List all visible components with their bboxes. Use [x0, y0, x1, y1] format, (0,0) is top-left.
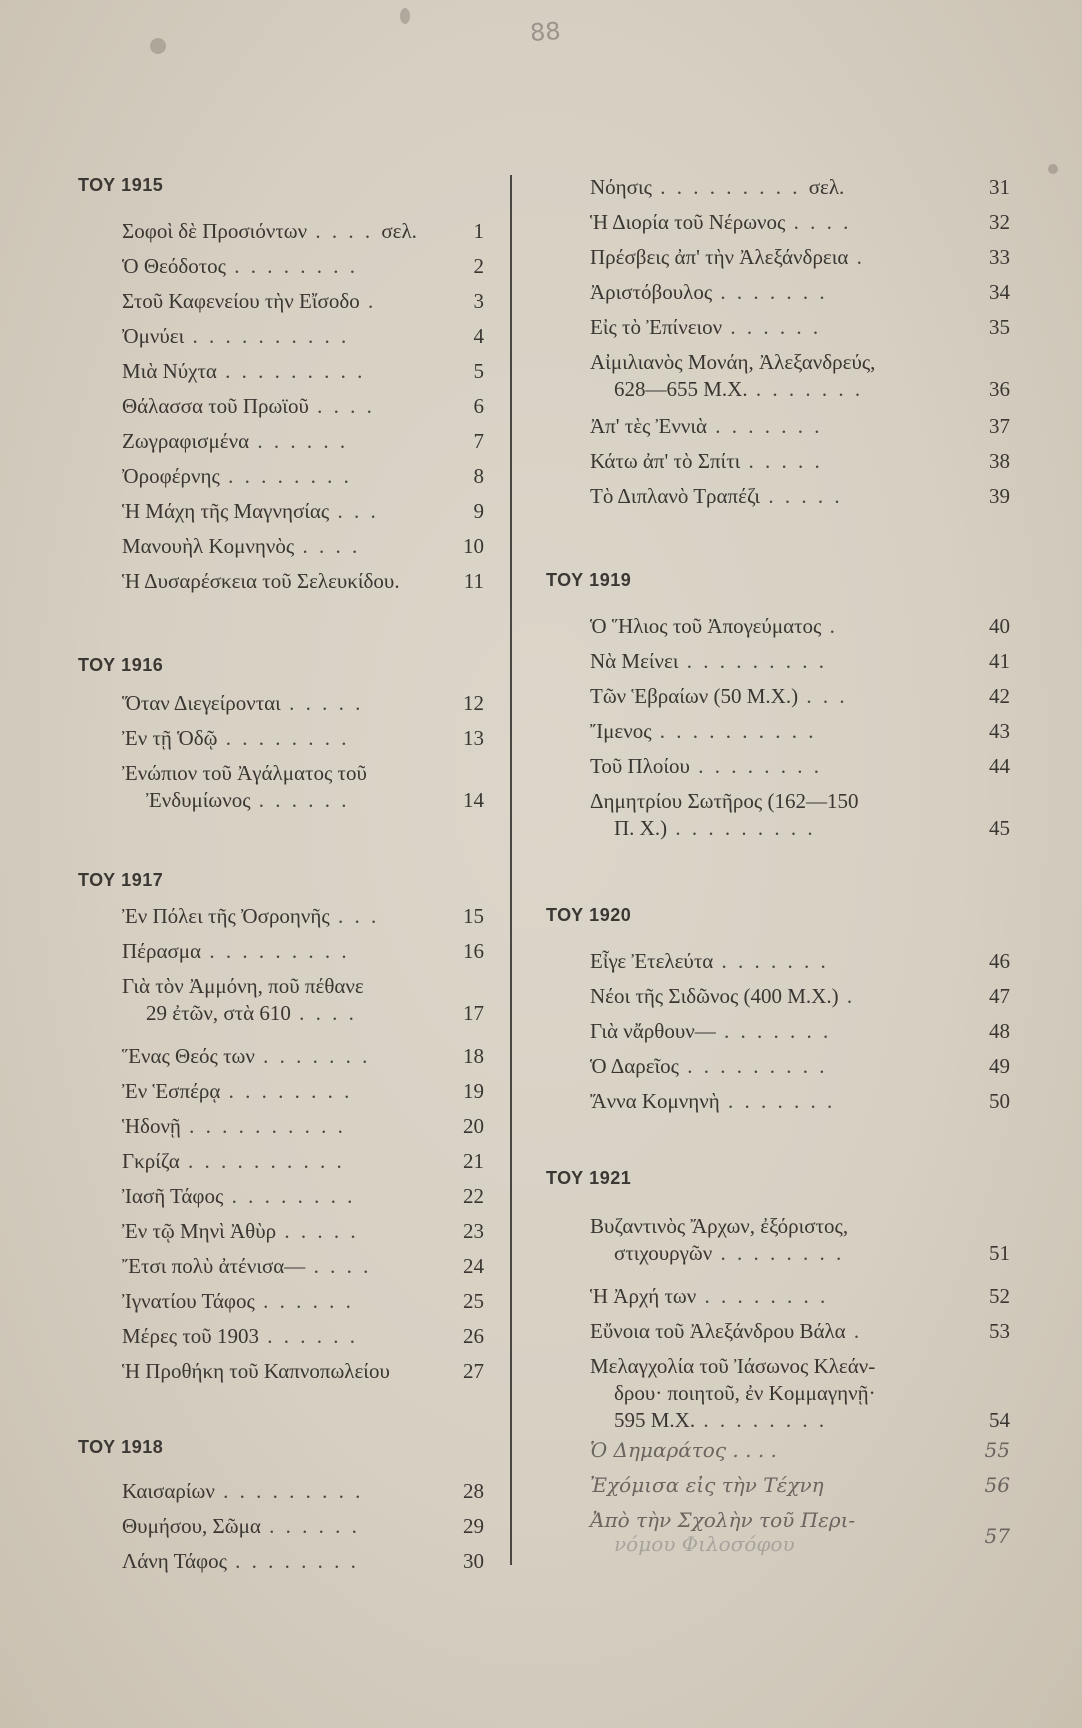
leader-dots: . . . . . . . .	[220, 1079, 353, 1103]
poem-title: Σοφοὶ δὲ Προσιόντων	[122, 219, 308, 243]
leader-dots: . . . . . . .	[712, 280, 828, 304]
toc-entry	[122, 323, 484, 350]
leader-dots: . . . . . .	[258, 1324, 358, 1348]
page-ref: 4	[473, 324, 484, 348]
page-ref: 12	[463, 691, 484, 715]
toc-entry	[122, 533, 484, 560]
toc-entry	[590, 1088, 1010, 1115]
toc-entry	[122, 690, 484, 717]
poem-title: Ἀπ' τὲς Ἐννιὰ	[590, 414, 707, 438]
toc-entry	[122, 760, 484, 814]
toc-entry	[122, 1078, 484, 1105]
page-ref: 45	[989, 816, 1010, 840]
leader-dots: . . . . . .	[260, 1514, 360, 1538]
poem-title: Μελαγχολία τοῦ Ἰάσωνος Κλεάν-	[590, 1354, 876, 1378]
page-ref: 28	[463, 1479, 484, 1503]
leader-dots: . . . . .	[276, 1219, 359, 1243]
year-heading: ΤΟΥ 1918	[78, 1437, 164, 1457]
poem-title: Γκρίζα	[122, 1149, 180, 1173]
page-ref: 35	[989, 315, 1010, 339]
leader-dots: . . . . .	[280, 691, 364, 715]
poem-title: Ζωγραφισμένα	[122, 429, 250, 453]
page-ref: 23	[463, 1219, 484, 1243]
toc-entry	[590, 718, 1010, 745]
leader-dots: . . . . . . .	[254, 1044, 371, 1068]
toc-entry	[122, 1513, 484, 1540]
toc-entry	[590, 1353, 1010, 1434]
handwritten-entry	[590, 1508, 1010, 1556]
page-number: 88	[529, 16, 562, 48]
page-ref: 33	[989, 245, 1010, 269]
toc-entry	[590, 1283, 1010, 1310]
leader-dots: . . . . . .	[254, 1289, 354, 1313]
poem-title: Ἐνώπιον τοῦ Ἀγάλματος τοῦ	[122, 761, 367, 785]
toc-entry	[122, 903, 484, 930]
page-ref: 50	[989, 1089, 1010, 1113]
leader-dots: . . . . . . . . .	[678, 1054, 828, 1078]
leader-dots: . . . . . . . . . .	[179, 1149, 345, 1173]
page-ref: 15	[463, 904, 484, 928]
leader-dots: . . . . .	[740, 449, 823, 473]
page-ref: 48	[989, 1019, 1010, 1043]
leader-dots: . . . .	[308, 394, 375, 418]
poem-title: Τὸ Διπλανὸ Τραπέζι	[590, 484, 761, 508]
poem-title: Ἡδονῇ	[122, 1114, 181, 1138]
handwritten-entry	[590, 1438, 1010, 1462]
page-ref: 39	[989, 484, 1010, 508]
page-ref: 47	[989, 984, 1010, 1008]
leader-dots: . . . . . . . . . .	[651, 719, 817, 743]
poem-title: Ὁ Θεόδοτος	[122, 254, 226, 278]
poem-title: Αἰμιλιανὸς Μονάη, Ἀλεξανδρεύς,	[590, 350, 876, 374]
poem-title-continued: δρου· ποιητοῦ, ἐν Κομμαγηνῇ·	[614, 1381, 876, 1405]
poem-title: Γιὰ νἄρθουν—	[590, 1019, 716, 1043]
toc-entry	[590, 314, 1010, 341]
poem-title: Ἐν τῇ Ὁδῷ	[122, 726, 218, 750]
poem-title: Ὁ Δαρεῖος	[590, 1054, 679, 1078]
poem-title: Νόησις	[590, 175, 652, 199]
year-heading: ΤΟΥ 1921	[546, 1168, 632, 1188]
handwritten-title-continued: νόμου Φιλοσόφου	[614, 1532, 795, 1556]
ink-stain	[400, 8, 410, 24]
toc-entry	[122, 1253, 484, 1280]
toc-entry	[122, 1358, 484, 1385]
page-ref: 38	[989, 449, 1010, 473]
page-ref: 37	[989, 414, 1010, 438]
poem-title: Καισαρίων	[122, 1479, 215, 1503]
year-heading: ΤΟΥ 1917	[78, 870, 164, 890]
poem-title: Μιὰ Νύχτα	[122, 359, 217, 383]
poem-title: Εὔνοια τοῦ Ἀλεξάνδρου Βάλα	[590, 1319, 846, 1343]
poem-title: Εἰς τὸ Ἐπίνειον	[590, 315, 723, 339]
column-divider	[510, 175, 512, 1565]
handwritten-title: Ἀπὸ τὴν Σχολὴν τοῦ Περι-	[590, 1508, 856, 1532]
poem-title: Ἕνας Θεός των	[122, 1044, 255, 1068]
leader-dots: . . . .	[305, 1254, 372, 1278]
toc-entry	[122, 463, 484, 490]
toc-entry	[122, 1478, 484, 1505]
page-ref: 51	[989, 1241, 1010, 1265]
poem-title: Γιὰ τὸν Ἀμμόνη, ποῦ πέθανε	[122, 974, 364, 998]
poem-title: Ἐν Πόλει τῆς Ὀσροηνῆς	[122, 904, 330, 928]
page-ref: 25	[463, 1289, 484, 1313]
page-ref: 49	[989, 1054, 1010, 1078]
toc-entry	[122, 725, 484, 752]
year-heading: ΤΟΥ 1916	[78, 655, 164, 675]
leader-dots: . . . . . . . .	[219, 464, 352, 488]
toc-entry	[590, 648, 1010, 675]
poem-title: Λάνη Τάφος	[122, 1549, 227, 1573]
poem-title-continued: 29 ἐτῶν, στὰ 610 . . . .	[146, 1001, 357, 1025]
page-ref: 46	[989, 949, 1010, 973]
toc-entry	[122, 1548, 484, 1575]
poem-title: Θάλασσα τοῦ Πρωϊοῦ	[122, 394, 309, 418]
toc-entry	[122, 1148, 484, 1175]
leader-dots: . . . . . . . .	[712, 1241, 845, 1265]
page-ref: 53	[989, 1319, 1010, 1343]
toc-entry	[122, 973, 484, 1027]
leader-dots: . . . .	[785, 210, 852, 234]
toc-entry	[122, 1043, 484, 1070]
poem-title: Εἶγε Ἐτελεύτα	[590, 949, 714, 973]
toc-entry	[590, 753, 1010, 780]
page-ref: 42	[989, 684, 1010, 708]
poem-title: Ἐν τῷ Μηνὶ Ἀθὺρ	[122, 1219, 277, 1243]
leader-dots: . . . . . . . . . .	[184, 324, 350, 348]
page-ref: 52	[989, 1284, 1010, 1308]
page-ref: 2	[473, 254, 484, 278]
toc-entry	[590, 1053, 1010, 1080]
page-ref: 3	[473, 289, 484, 313]
leader-dots: .	[838, 984, 856, 1008]
poem-title: Ἡ Διορία τοῦ Νέρωνος	[590, 210, 786, 234]
poem-title: Ὀροφέρνης	[122, 464, 220, 488]
leader-dots: . . . . . . . .	[226, 254, 358, 278]
page-ref: 17	[463, 1001, 484, 1025]
leader-dots: . . . . . . .	[719, 1089, 836, 1113]
toc-entry	[590, 279, 1010, 306]
poem-title: Βυζαντινὸς Ἄρχων, ἐξόριστος,	[590, 1214, 849, 1238]
toc-entry	[122, 288, 484, 315]
page-ref: 41	[989, 649, 1010, 673]
page-ref: 32	[989, 210, 1010, 234]
handwritten-page-ref: 57	[984, 1524, 1010, 1548]
poem-title: Πρέσβεις ἀπ' τὴν Ἀλεξάνδρεια	[590, 245, 849, 269]
poem-title: Τοῦ Πλοίου	[590, 754, 690, 778]
page-ref: 54	[989, 1408, 1010, 1432]
handwritten-title: Ἐχόμισα εἰς τὴν Τέχνη	[590, 1473, 824, 1497]
toc-entry	[590, 983, 1010, 1010]
page-ref: 6	[473, 394, 484, 418]
poem-title: Ἴμενος	[590, 719, 652, 743]
handwritten-page-ref: 56	[984, 1473, 1010, 1497]
leader-dots: .	[821, 614, 838, 638]
leader-dots: . . . . . . .	[747, 377, 864, 401]
poem-title: Ἡ Προθήκη τοῦ Καπνοπωλείου	[122, 1359, 390, 1383]
leader-dots: . . . . . .	[250, 788, 350, 812]
leader-dots: .	[845, 1319, 863, 1343]
leader-dots: . . . . . . . . .	[214, 1479, 364, 1503]
toc-entry	[590, 948, 1010, 975]
page-ref: 14	[463, 788, 484, 812]
page-ref: 10	[463, 534, 484, 558]
poem-title: Ὁ Ἥλιος τοῦ Ἀπογεύματος	[590, 614, 822, 638]
leader-dots: . . .	[329, 904, 380, 928]
poem-title: Δημητρίου Σωτῆρος (162—150	[590, 789, 859, 813]
poem-title-continued: Ἐνδυμίωνος . . . . . .	[146, 788, 350, 812]
toc-entry	[122, 1218, 484, 1245]
toc-entry	[122, 218, 484, 245]
toc-entry	[122, 253, 484, 280]
leader-dots: . . .	[798, 684, 848, 708]
leader-dots: . . . . . . . . .	[678, 649, 828, 673]
handwritten-title: Ὁ Δημαράτος . . . .	[590, 1438, 777, 1462]
leader-dots: . . . . . . . .	[223, 1184, 356, 1208]
toc-entry	[122, 1288, 484, 1315]
leader-dots: . . . . . .	[249, 429, 349, 453]
toc-entry	[122, 938, 484, 965]
toc-entry	[590, 413, 1010, 440]
toc-entry	[122, 1113, 484, 1140]
page-ref: 13	[463, 726, 484, 750]
poem-title: Ἄννα Κομνηνὴ	[590, 1089, 720, 1113]
toc-entry	[590, 788, 1010, 842]
leader-dots: . . . . . . . .	[689, 754, 822, 778]
page-ref: 11	[463, 569, 484, 593]
leader-dots: . . . . . . . . .	[667, 816, 816, 840]
toc-entry	[122, 358, 484, 385]
page-ref: 16	[463, 939, 484, 963]
poem-title: Στοῦ Καφενείου τὴν Εἴσοδο	[122, 289, 360, 313]
year-heading: ΤΟΥ 1919	[546, 570, 632, 590]
leader-dots: . . . . . . .	[715, 1019, 832, 1043]
page-ref: 30	[463, 1549, 484, 1573]
ink-stain	[150, 38, 166, 54]
poem-title: Θυμήσου, Σῶμα	[122, 1514, 261, 1538]
page-ref: 18	[463, 1044, 484, 1068]
poem-title: Ἰγνατίου Τάφος	[122, 1289, 255, 1313]
leader-dots: . . . . . .	[722, 315, 822, 339]
toc-entry	[590, 483, 1010, 510]
poem-title: Κάτω ἀπ' τὸ Σπίτι	[590, 449, 741, 473]
poem-title: Μέρες τοῦ 1903	[122, 1324, 259, 1348]
page-ref: 31	[989, 175, 1010, 199]
leader-dots: . . . . . . . .	[226, 1549, 359, 1573]
toc-entry	[122, 428, 484, 455]
toc-entry	[590, 1318, 1010, 1345]
toc-entry	[590, 613, 1010, 640]
page-ref: 40	[989, 614, 1010, 638]
poem-title: Νὰ Μείνει	[590, 649, 679, 673]
leader-dots: . . . .	[294, 534, 361, 558]
toc-entry	[122, 393, 484, 420]
handwritten-page-ref: 55	[984, 1438, 1010, 1462]
leader-dots: . . . . . . . . .	[216, 359, 366, 383]
poem-title-continued: στιχουργῶν . . . . . . . .	[614, 1241, 845, 1265]
poem-title: Ὀμνύει	[122, 324, 185, 348]
leader-dots: . . . .	[290, 1001, 357, 1025]
page-ref: 27	[463, 1359, 484, 1383]
page-ref: 5	[473, 359, 484, 383]
handwritten-entry	[590, 1473, 1010, 1497]
page-ref: 29	[463, 1514, 484, 1538]
poem-title: Ἰασῆ Τάφος	[122, 1184, 224, 1208]
leader-dots: .	[848, 245, 865, 269]
page-ref: 26	[463, 1324, 484, 1348]
page-ref: 34	[989, 280, 1010, 304]
poem-title: Μανουὴλ Κομνηνὸς	[122, 534, 295, 558]
leader-dots: . . . . . . . .	[695, 1408, 828, 1432]
page-ref: 7	[473, 429, 484, 453]
toc-entry	[590, 174, 1010, 201]
page-ref: 22	[463, 1184, 484, 1208]
page-abbrev: σελ.	[808, 175, 845, 199]
leader-dots: . . . . . . . .	[217, 726, 350, 750]
leader-dots: . . . . . . .	[713, 949, 829, 973]
page-ref: 9	[473, 499, 484, 523]
poem-title-continued: Π. Χ.) . . . . . . . . .	[614, 816, 816, 840]
poem-title: Ὅταν Διεγείρονται	[122, 691, 281, 715]
poem-title: Ἡ Μάχη τῆς Μαγνησίας	[122, 499, 330, 523]
poem-title: Πέρασμα	[122, 939, 202, 963]
leader-dots: . . . . . . . . .	[201, 939, 350, 963]
page-abbrev: σελ.	[381, 219, 417, 243]
year-heading: ΤΟΥ 1920	[546, 905, 632, 925]
poem-title: Ἡ Ἀρχή των	[590, 1284, 697, 1308]
leader-dots: . . . . . . . . .	[651, 175, 809, 199]
leader-dots: . . . . . . . . . .	[180, 1114, 346, 1138]
poem-title: Ἀριστόβουλος	[590, 280, 713, 304]
leader-dots: . . . . . . . .	[696, 1284, 829, 1308]
leader-dots: . . . . .	[760, 484, 843, 508]
poem-title-continued: 628—655 Μ.Χ. . . . . . . .	[614, 377, 864, 401]
toc-entry	[590, 349, 1010, 403]
page-ref: 43	[989, 719, 1010, 743]
poem-title: Νέοι τῆς Σιδῶνος (400 Μ.Χ.)	[590, 984, 839, 1008]
year-heading: ΤΟΥ 1915	[78, 175, 164, 195]
ink-stain	[1048, 164, 1058, 174]
leader-dots: . . . .	[307, 219, 382, 243]
toc-entry	[122, 568, 484, 595]
poem-title: Ἔτσι πολὺ ἀτένισα—	[122, 1254, 306, 1278]
page-ref: 21	[463, 1149, 484, 1173]
toc-entry	[122, 1183, 484, 1210]
toc-entry	[122, 1323, 484, 1350]
poem-title: Ἐν Ἑσπέρᾳ	[122, 1079, 221, 1103]
page-ref: 20	[463, 1114, 484, 1138]
leader-dots: . . . . . . .	[706, 414, 823, 438]
page-ref: 24	[463, 1254, 484, 1278]
page-ref: 1	[473, 219, 484, 243]
toc-entry	[590, 1213, 1010, 1267]
page-ref: 44	[989, 754, 1010, 778]
toc-entry	[590, 209, 1010, 236]
poem-title: Ἡ Δυσαρέσκεια τοῦ Σελευκίδου.	[122, 569, 400, 593]
toc-entry	[590, 683, 1010, 710]
poem-title: Τῶν Ἑβραίων (50 Μ.Χ.)	[590, 684, 799, 708]
leader-dots: . . .	[329, 499, 379, 523]
leader-dots: .	[359, 289, 377, 313]
toc-entry	[122, 498, 484, 525]
page-ref: 19	[463, 1079, 484, 1103]
poem-title-continued: 595 Μ.Χ. . . . . . . . .	[614, 1408, 828, 1432]
toc-entry	[590, 448, 1010, 475]
page-ref: 8	[473, 464, 484, 488]
toc-entry	[590, 244, 1010, 271]
toc-entry	[590, 1018, 1010, 1045]
page-ref: 36	[989, 377, 1010, 401]
